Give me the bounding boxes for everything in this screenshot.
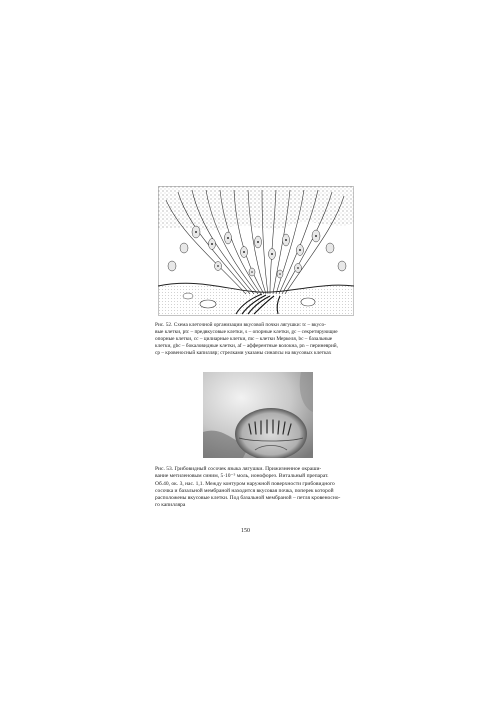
caption-line: опорные клетки, cc – цилиарные клетки, mc – клетки Меркеля, bc – базальные (155, 336, 333, 343)
micrograph-image (203, 372, 313, 458)
figure-52-caption (155, 322, 357, 357)
caption-line: Рис. 53. Грибовидный сосочек языка лягушки. Прижизненное окраши- (155, 466, 322, 472)
caption-line: вые клетки, ptc – предвкусовые клетки, s – опорные клетки, gc – секретирующие (155, 329, 338, 336)
caption-line: Об.40, ок. 3, нас. 1,1. Между контуром наружной поверхности грибовидного (155, 480, 335, 487)
caption-line: вание метиленовым синим, 5·10⁻⁵ моль, ионофорез. Витальный препарат. (155, 473, 329, 480)
taste-bud-diagram (158, 186, 354, 316)
caption-line: расположены вкусовые клетки. Под базальной мембраной – петля кровеносно- (155, 495, 341, 502)
caption-line: cp – кровеносный капилляр; стрелками указаны синапсы на вкусовых клетках (155, 350, 332, 357)
figure-53-caption (155, 466, 357, 510)
page-number: 150 (241, 528, 250, 534)
caption-line: Рис. 52. Схема клеточной организации вкусовой почки лягушки: tc – вкусо- (155, 322, 326, 328)
caption-line: го капилляра (155, 502, 186, 509)
caption-line: сосочка и базальной мембраной находится вкусовая почка, поперек которой (155, 487, 334, 494)
taste-bud-drawing (158, 186, 354, 316)
papilla-micrograph (203, 372, 313, 458)
caption-line: клетки, gbc – бокаловидные клетки, af – афферентные волокна, pn – периневрий, (155, 343, 338, 350)
